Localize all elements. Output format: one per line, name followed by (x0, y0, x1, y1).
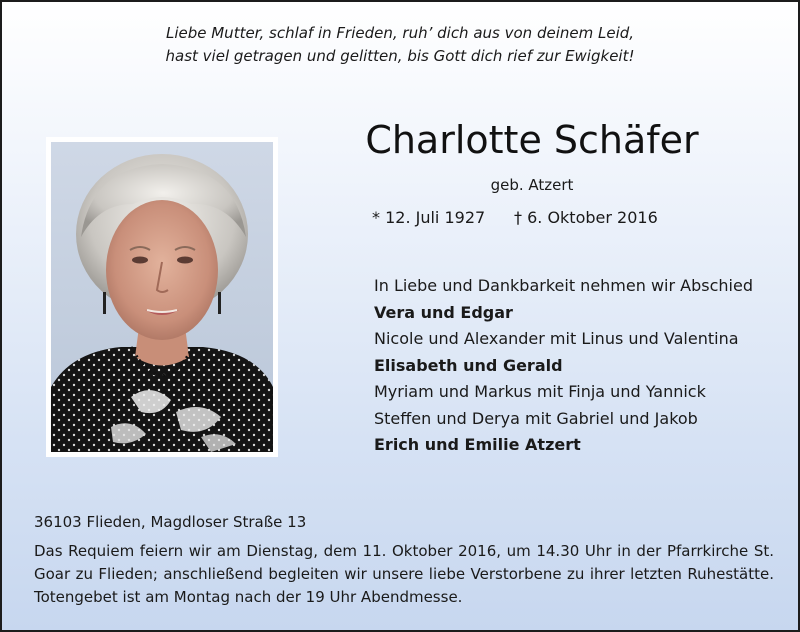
portrait-frame (46, 137, 278, 457)
mourners-list (374, 273, 753, 459)
funeral-notice: Das Requiem feiern wir am Dienstag, dem 11. Oktober 2016, um 14.30 Uhr in der Pfarrkirche St. Goar zu Flieden; anschließend begleiten wir unsere liebe Verstorbene zu ihrer letzten Ruhestätte. Totengebet ist am Montag nach der 19 Uhr Abendmesse. (34, 542, 774, 606)
mourner-line: Myriam und Markus mit Finja und Yannick (374, 382, 706, 401)
deceased-name: Charlotte Schäfer (365, 118, 699, 162)
family-address: 36103 Flieden, Magdloser Straße 13 (34, 513, 307, 531)
memorial-verse (2, 22, 798, 68)
mourner-line: Erich und Emilie Atzert (374, 435, 581, 454)
verse-line-2: hast viel getragen und gelitten, bis Gott dich rief zur Ewigkeit! (165, 47, 635, 65)
mourner-line: Nicole und Alexander mit Linus und Valentina (374, 329, 739, 348)
mourner-line: Steffen und Derya mit Gabriel und Jakob (374, 408, 698, 428)
death-date: † 6. Oktober 2016 (514, 208, 658, 227)
maiden-name: geb. Atzert (490, 176, 574, 194)
mourner-line: Elisabeth und Gerald (374, 355, 563, 375)
mourner-line: Vera und Edgar (374, 302, 513, 322)
birth-date: * 12. Juli 1927 (372, 208, 486, 227)
portrait-photo (51, 142, 273, 452)
mourners-intro: In Liebe und Dankbarkeit nehmen wir Abschied (374, 276, 753, 295)
verse-line-1: Liebe Mutter, schlaf in Frieden, ruh’ dich aus von deinem Leid, (165, 24, 635, 42)
